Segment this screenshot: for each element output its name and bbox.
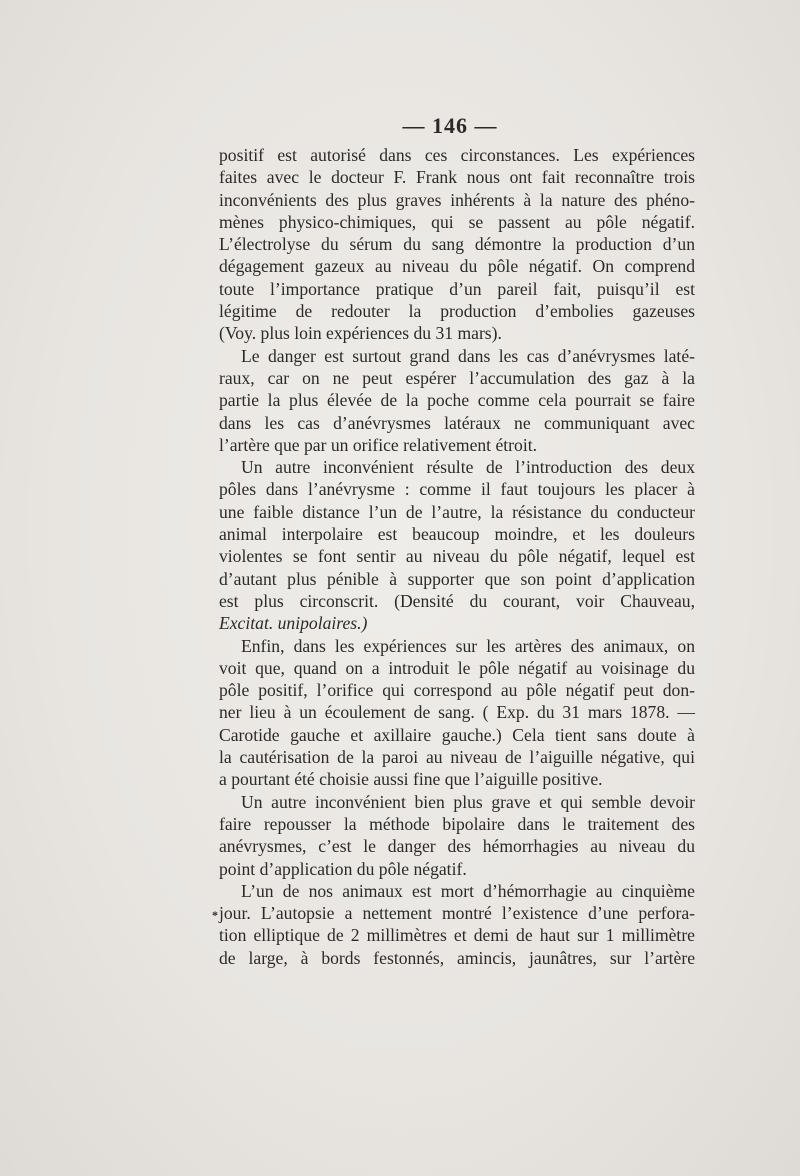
page-number: — 146 —: [402, 113, 498, 138]
text-line: inconvénients des plus graves inhérents à la nature des phéno-: [219, 189, 695, 210]
body-text: [219, 144, 695, 969]
text-line: légitime de redouter la production d’embolies gazeuses: [219, 301, 695, 322]
text-line: Le danger est surtout grand dans les cas d’anévrysmes laté-: [241, 345, 695, 366]
text-line: de large, à bords festonnés, amincis, jaunâtres, sur l’artère: [219, 947, 695, 968]
text-line: Carotide gauche et axillaire gauche.) Cela tient sans doute à: [219, 724, 695, 745]
text-line: L’un de nos animaux est mort d’hémorrhagie au cinquième: [241, 880, 695, 901]
text-line: L’électrolyse du sérum du sang démontre la production d’un: [219, 234, 695, 255]
text-line: faites avec le docteur F. Frank nous ont fait reconnaître trois: [219, 167, 695, 188]
text-line: raux, car on ne peut espérer l’accumulation des gaz à la: [219, 367, 695, 388]
text-line: (Voy. plus loin expériences du 31 mars).: [219, 323, 502, 344]
text-line: d’autant plus pénible à supporter que son point d’application: [219, 568, 695, 589]
text-line: l’artère que par un orifice relativement étroit.: [219, 434, 537, 455]
text-line: Un autre inconvénient bien plus grave et qui semble devoir: [241, 791, 695, 812]
text-line: dégagement gazeux au niveau du pôle négatif. On comprend: [219, 256, 695, 277]
text-line: une faible distance l’un de l’autre, la résistance du conducteur: [219, 501, 695, 522]
text-line: toute l’importance pratique d’un pareil fait, puisqu’il est: [219, 278, 695, 299]
text-line: a pourtant été choisie aussi fine que l’aiguille positive.: [219, 769, 603, 790]
text-line: jour. L’autopsie a nettement montré l’existence d’une perfora-: [219, 903, 695, 924]
text-line: animal interpolaire est beaucoup moindre, et les douleurs: [219, 524, 695, 545]
text-line: point d’application du pôle négatif.: [219, 858, 467, 879]
text-line: mènes physico-chimiques, qui se passent au pôle négatif.: [219, 211, 695, 232]
text-line: pôles dans l’anévrysme : comme il faut toujours les placer à: [219, 479, 695, 500]
margin-mark: *: [212, 908, 218, 922]
text-line: pôle positif, l’orifice qui correspond au pôle négatif peut don-: [219, 680, 695, 701]
text-line: Un autre inconvénient résulte de l’introduction des deux: [241, 457, 695, 478]
text-line: tion elliptique de 2 millimètres et demi de haut sur 1 millimètre: [219, 925, 695, 946]
text-line: Enfin, dans les expériences sur les artères des animaux, on: [241, 635, 695, 656]
text-line: dans les cas d’anévrysmes latéraux ne communiquant avec: [219, 412, 695, 433]
text-line: faire repousser la méthode bipolaire dans le traitement des: [219, 813, 695, 834]
text-line: partie la plus élevée de la poche comme cela pourrait se faire: [219, 390, 695, 411]
text-line: violentes se font sentir au niveau du pôle négatif, lequel est: [219, 546, 695, 567]
text-line: la cautérisation de la paroi au niveau de l’aiguille négative, qui: [219, 747, 695, 768]
text-line: positif est autorisé dans ces circonstances. Les expériences: [219, 145, 695, 165]
text-line: Excitat. unipolaires.): [219, 613, 368, 634]
text-line: est plus circonscrit. (Densité du courant, voir Chauveau,: [219, 590, 695, 611]
text-line: voit que, quand on a introduit le pôle négatif au voisinage du: [219, 657, 695, 678]
text-line: ner lieu à un écoulement de sang. ( Exp. du 31 mars 1878. —: [219, 702, 695, 723]
text-line: anévrysmes, c’est le danger des hémorrhagies au niveau du: [219, 836, 695, 857]
